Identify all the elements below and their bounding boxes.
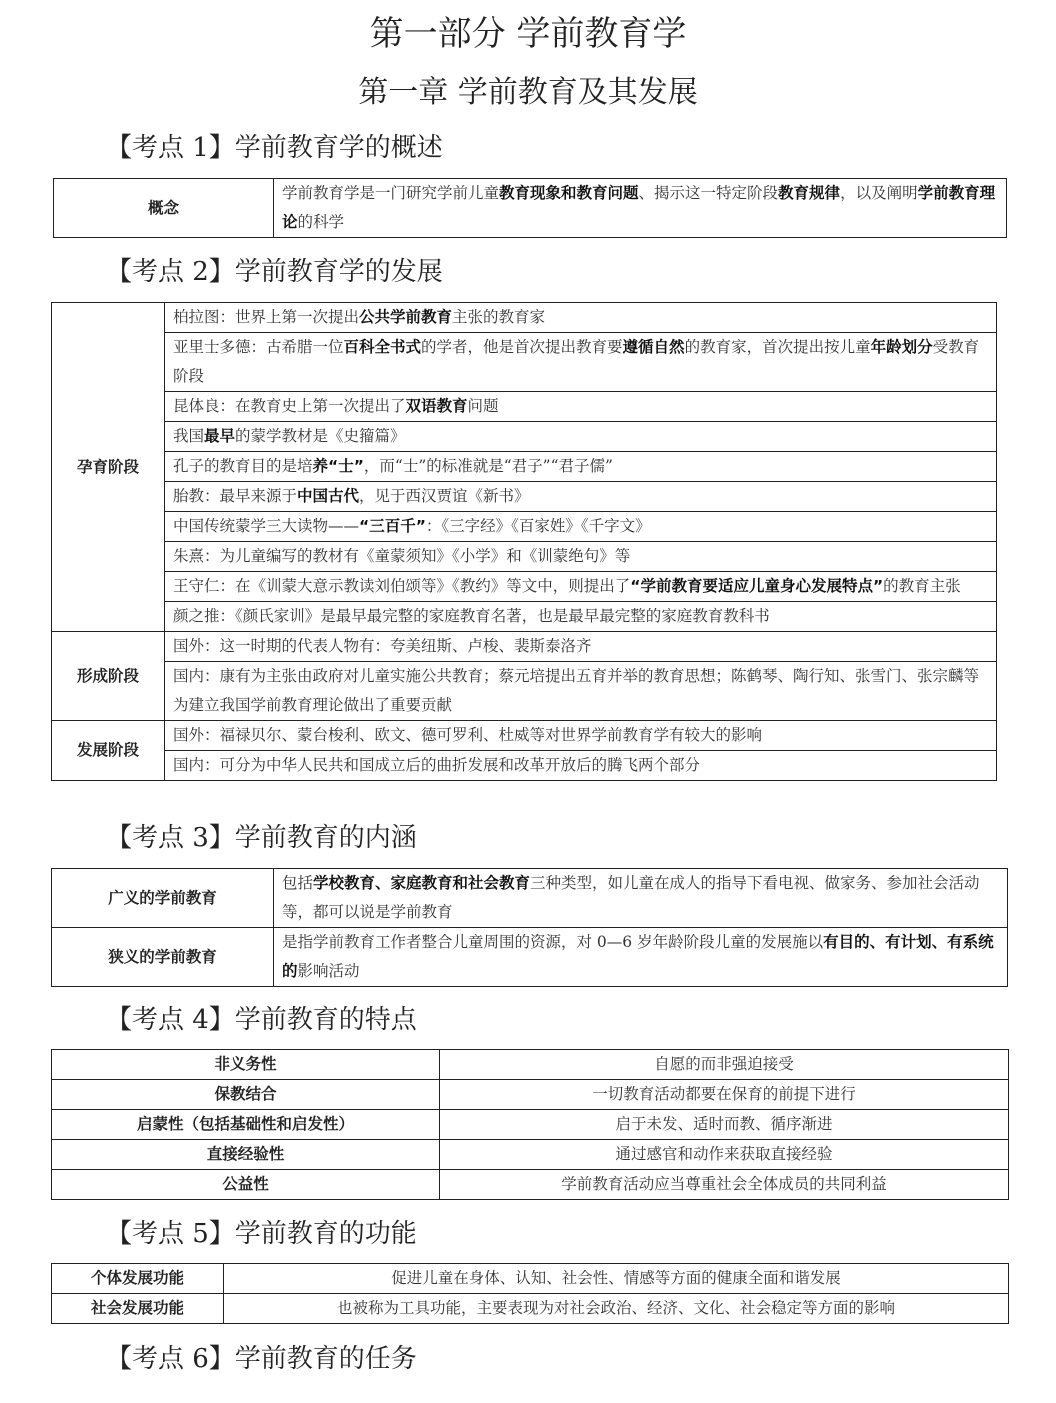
table-cell: 颜之推：《颜氏家训》是最早最完整的家庭教育名著，也是最早最完整的家庭教育教科书 (165, 602, 997, 632)
concept-label: 概念 (54, 179, 274, 238)
table-row (52, 1080, 1009, 1110)
table-cell: 我国最早的蒙学教材是《史籀篇》 (165, 422, 997, 452)
table-row (52, 482, 997, 512)
table-row (52, 721, 997, 751)
feature-name: 公益性 (52, 1170, 440, 1200)
function-desc: 也被称为工具功能，主要表现为对社会政治、经济、文化、社会稳定等方面的影响 (224, 1294, 1009, 1324)
function-desc: 促进儿童在身体、认知、社会性、情感等方面的健康全面和谐发展 (224, 1264, 1009, 1294)
part-title: 第一部分 学前教育学 (369, 14, 687, 54)
table-cell: 中国传统蒙学三大读物——“三百千”：《三字经》《百家姓》《千字文》 (165, 512, 997, 542)
table-row (54, 179, 1007, 238)
table-cell: 国内：康有为主张由政府对儿童实施公共教育；蔡元培提出五育并举的教育思想；陈鹤琴、陶行知、张雪门、张宗麟等为建立我国学前教育理论做出了重要贡献 (165, 662, 997, 721)
section-title-4: 【考点 4】学前教育的特点 (106, 1005, 417, 1035)
stage-label-gestation: 孕育阶段 (52, 303, 165, 632)
table-cell: 国外：福禄贝尔、蒙台梭利、欧文、德可罗利、杜威等对世界学前教育学有较大的影响 (165, 721, 997, 751)
concept-text: 学前教育学是一门研究学前儿童教育现象和教育问题、揭示这一特定阶段教育规律，以及阐明学前教育理论的科学 (274, 179, 1007, 238)
table-row (52, 303, 997, 333)
table-row (52, 1294, 1009, 1324)
feature-desc: 通过感官和动作来获取直接经验 (440, 1140, 1009, 1170)
table-row (52, 1140, 1009, 1170)
table-row (52, 662, 997, 721)
feature-name: 启蒙性（包括基础性和启发性） (52, 1110, 440, 1140)
feature-name: 非义务性 (52, 1050, 440, 1080)
table-row (52, 452, 997, 482)
narrow-label: 狭义的学前教育 (52, 928, 274, 987)
table-row (52, 1170, 1009, 1200)
feature-desc: 自愿的而非强迫接受 (440, 1050, 1009, 1080)
table-row (52, 602, 997, 632)
table-row (52, 392, 997, 422)
table-row (52, 542, 997, 572)
function-name: 个体发展功能 (52, 1264, 224, 1294)
concept-table (53, 178, 1007, 238)
broad-label: 广义的学前教育 (52, 869, 274, 928)
chapter-title: 第一章 学前教育及其发展 (358, 75, 698, 110)
table-cell: 亚里士多德：古希腊一位百科全书式的学者，他是首次提出教育要遵循自然的教育家，首次提出按儿童年龄划分受教育阶段 (165, 333, 997, 392)
feature-desc: 学前教育活动应当尊重社会全体成员的共同利益 (440, 1170, 1009, 1200)
section-title-6: 【考点 6】学前教育的任务 (106, 1344, 417, 1374)
feature-name: 保教结合 (52, 1080, 440, 1110)
table-cell: 昆体良：在教育史上第一次提出了双语教育问题 (165, 392, 997, 422)
section-title-2: 【考点 2】学前教育学的发展 (106, 257, 443, 287)
table-cell: 柏拉图：世界上第一次提出公共学前教育主张的教育家 (165, 303, 997, 333)
table-cell: 胎教：最早来源于中国古代，见于西汉贾谊《新书》 (165, 482, 997, 512)
table-row (52, 632, 997, 662)
feature-desc: 一切教育活动都要在保育的前提下进行 (440, 1080, 1009, 1110)
table-row (52, 928, 1008, 987)
section-title-5: 【考点 5】学前教育的功能 (106, 1219, 417, 1249)
functions-table (51, 1263, 1009, 1324)
table-cell: 国内：可分为中华人民共和国成立后的曲折发展和改革开放后的腾飞两个部分 (165, 751, 997, 781)
connotation-table (51, 868, 1008, 987)
section-title-1: 【考点 1】学前教育学的概述 (106, 133, 443, 163)
feature-desc: 启于未发、适时而教、循序渐进 (440, 1110, 1009, 1140)
development-table (51, 302, 997, 781)
table-row (52, 422, 997, 452)
table-row (52, 869, 1008, 928)
broad-text: 包括学校教育、家庭教育和社会教育三种类型，如儿童在成人的指导下看电视、做家务、参加社会活动等，都可以说是学前教育 (274, 869, 1008, 928)
table-row (52, 333, 997, 392)
table-row (52, 751, 997, 781)
stage-label-formation: 形成阶段 (52, 632, 165, 721)
table-cell: 孔子的教育目的是培养“士”，而“士”的标准就是“君子”“君子儒” (165, 452, 997, 482)
table-cell: 王守仁：在《训蒙大意示教读刘伯颂等》《教约》等文中，则提出了“学前教育要适应儿童身心发展特点”的教育主张 (165, 572, 997, 602)
narrow-text: 是指学前教育工作者整合儿童周围的资源，对 0—6 岁年龄阶段儿童的发展施以有目的、有计划、有系统的影响活动 (274, 928, 1008, 987)
table-row (52, 1050, 1009, 1080)
function-name: 社会发展功能 (52, 1294, 224, 1324)
section-title-3: 【考点 3】学前教育的内涵 (106, 823, 417, 853)
table-cell: 国外：这一时期的代表人物有：夸美纽斯、卢梭、裴斯泰洛齐 (165, 632, 997, 662)
table-row (52, 572, 997, 602)
table-row (52, 1264, 1009, 1294)
features-table (51, 1049, 1009, 1200)
table-row (52, 1110, 1009, 1140)
table-cell: 朱熹：为儿童编写的教材有《童蒙须知》《小学》和《训蒙绝句》等 (165, 542, 997, 572)
table-row (52, 512, 997, 542)
stage-label-development: 发展阶段 (52, 721, 165, 781)
feature-name: 直接经验性 (52, 1140, 440, 1170)
